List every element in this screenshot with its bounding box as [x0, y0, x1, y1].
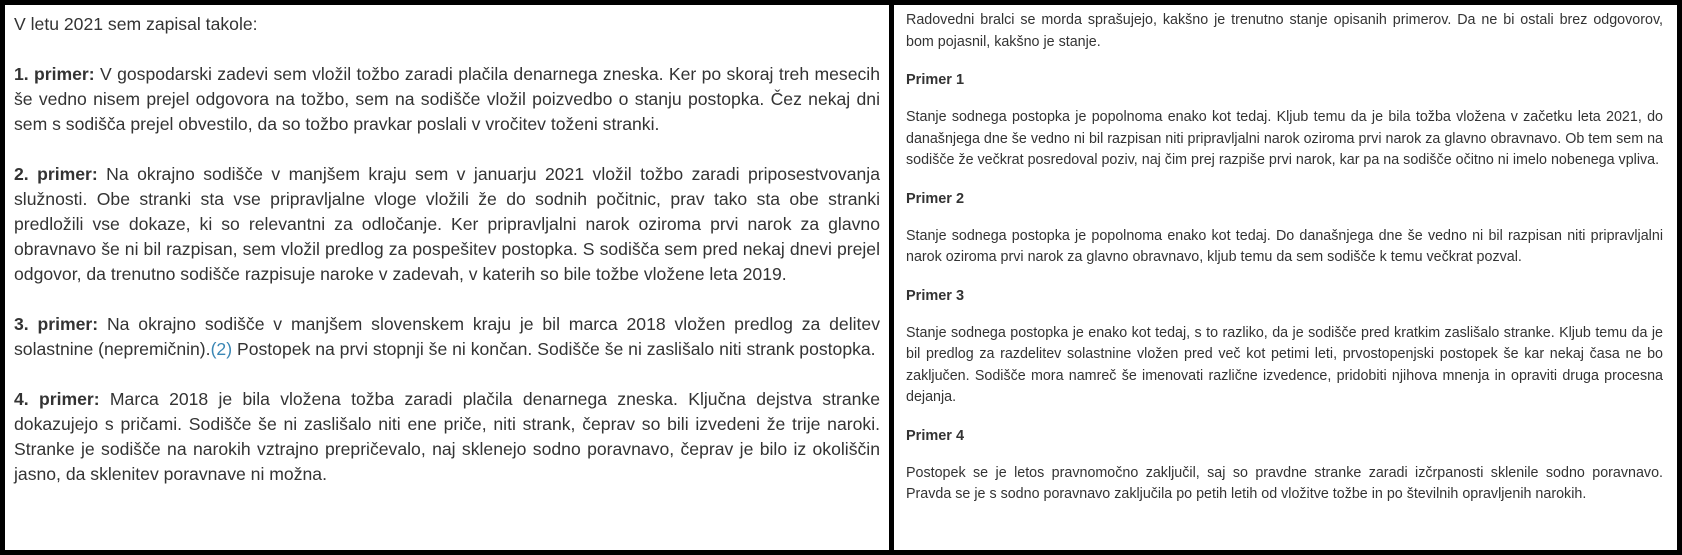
section-2-heading: Primer 2 — [906, 190, 965, 207]
section-3-text: Stanje sodnega postopka je enako kot tedaj, s to razliko, da je sodišče pred kratkim zaslišalo stranke. Kljub temu da je bil predlog za razdelitev solastnine vložen pred več kot petimi leti, prvostopenjski postopek še kar nekaj časa ne bo zaključen. Sodišče mora namreč še imenovati različne izvedence, pridobiti njihova mnenja in opraviti druga procesna dejanja. — [906, 324, 1663, 405]
example-3 — [14, 312, 880, 362]
example-3-text-after: Postopek na prvi stopnji še ni končan. Sodišče še ni zaslišalo niti strank postopka. — [232, 339, 876, 359]
example-2-label: 2. primer: — [14, 164, 98, 184]
section-4-text: Postopek se je letos pravnomočno zaključil, saj so pravdne stranke zaradi izčrpanosti sklenile sodno poravnavo. Pravda se je s sodno poravnavo zaključila po petih letih od vložitve tožbe in po številnih opravljenih narokih. — [906, 464, 1663, 502]
footnote-ref-link[interactable]: (2) — [210, 339, 233, 359]
example-3-text-before: Na okrajno sodišče v manjšem slovenskem kraju je bil marca 2018 vložen predlog za delitev solastnine (nepremičnin). — [14, 314, 880, 359]
example-4-label: 4. primer: — [14, 389, 100, 409]
section-1-text: Stanje sodnega postopka je popolnoma enako kot tedaj. Kljub temu da je bila tožba vložena v začetku leta 2021, do današnjega dne še vedno ni bil razpisan niti pripravljalni narok oziroma prvi narok za glavno obravnavo. Ob tem sem na sodišče že večkrat posredoval poziv, naj čim prej razpiše prvi narok, kar pa na sodišče očitno ni imelo nobenega vpliva. — [906, 109, 1663, 168]
example-2 — [14, 162, 880, 287]
example-3-label: 3. primer: — [14, 314, 99, 334]
example-1-text: V gospodarski zadevi sem vložil tožbo zaradi plačila denarnega zneska. Ker po skoraj treh mesecih še vedno nisem prejel odgovora na tožbo, sem na sodišče vložil poizvedbo o stanju postopka. Čez nekaj dni sem s sodišča prejel obvestilo, da so tožbo pravkar poslali v vročitev toženi stranki. — [14, 64, 880, 134]
section-1-heading: Primer 1 — [906, 72, 965, 88]
left-text-panel — [5, 5, 889, 550]
example-1 — [14, 62, 880, 137]
section-4-heading: Primer 4 — [906, 427, 965, 444]
example-4 — [14, 387, 880, 487]
example-2-text: Na okrajno sodišče v manjšem kraju sem v januarju 2021 vložil tožbo zaradi priposestvovanja služnosti. Obe stranki sta vse pripravljalne vloge vložili že do sodnih počitnic, prav tako sta obe stranki predložili vse dokaze, ki so relevantni za odločanje. Ker pripravljalni narok oziroma prvi narok za glavno obravnavo še ni bil razpisan, sem vložil predlog za pospešitev postopka. S sodišča sem pred nekaj dnevi prejel odgovor, da trenutno sodišče razpisuje naroke v zadevah, v katerih so bile tožbe vložene leta 2019. — [14, 164, 880, 284]
right-text-panel — [894, 5, 1677, 550]
section-2-text: Stanje sodnega postopka je popolnoma enako kot tedaj. Do današnjega dne še vedno ni bil razpisan niti pripravljalni narok oziroma prvi narok za glavno obravnavo, kljub temu da sem sodišče k temu večkrat pozval. — [906, 227, 1663, 265]
example-4-text: Marca 2018 je bila vložena tožba zaradi plačila denarnega zneska. Ključna dejstva stranke dokazujejo s pričami. Sodišče še ni zaslišalo niti ene priče, niti strank, čeprav so bili izvedeni že trije naroki. Stranke je sodišče na narokih vztrajno prepričevalo, naj sklenejo sodno poravnavo, čeprav je bilo iz okoliščin jasno, da sklenitev poravnave ni možna. — [14, 389, 880, 484]
intro-text: V letu 2021 sem zapisal takole: — [14, 14, 258, 34]
section-3-heading: Primer 3 — [906, 287, 965, 304]
example-1-label: 1. primer: — [14, 64, 95, 84]
status-intro: Radovedni bralci se morda sprašujejo, kakšno je trenutno stanje opisanih primerov. Da ne bi ostali brez odgovorov, bom pojasnil, kakšno je stanje. — [906, 12, 1663, 50]
